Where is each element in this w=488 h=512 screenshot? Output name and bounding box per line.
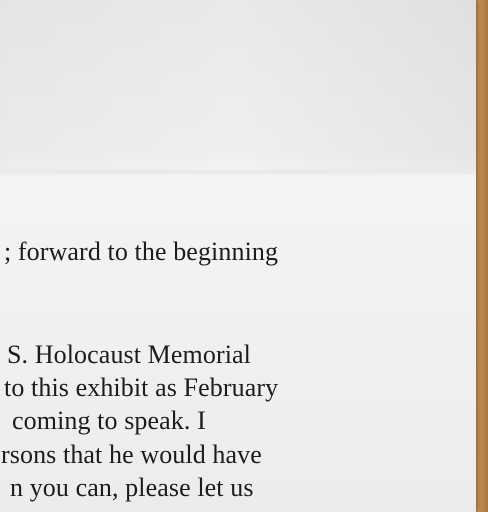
- text-line-1: ; forward to the beginning: [4, 237, 279, 266]
- text-line-5: rsons that he would have: [1, 440, 262, 469]
- text-line-4: coming to speak. I: [12, 406, 206, 435]
- page-fold: [0, 168, 476, 176]
- text-line-3: to this exhibit as February: [4, 373, 279, 402]
- page-shadow: [0, 0, 476, 170]
- text-line-6: n you can, please let us: [10, 473, 254, 502]
- text-line-2: S. Holocaust Memorial: [7, 340, 252, 369]
